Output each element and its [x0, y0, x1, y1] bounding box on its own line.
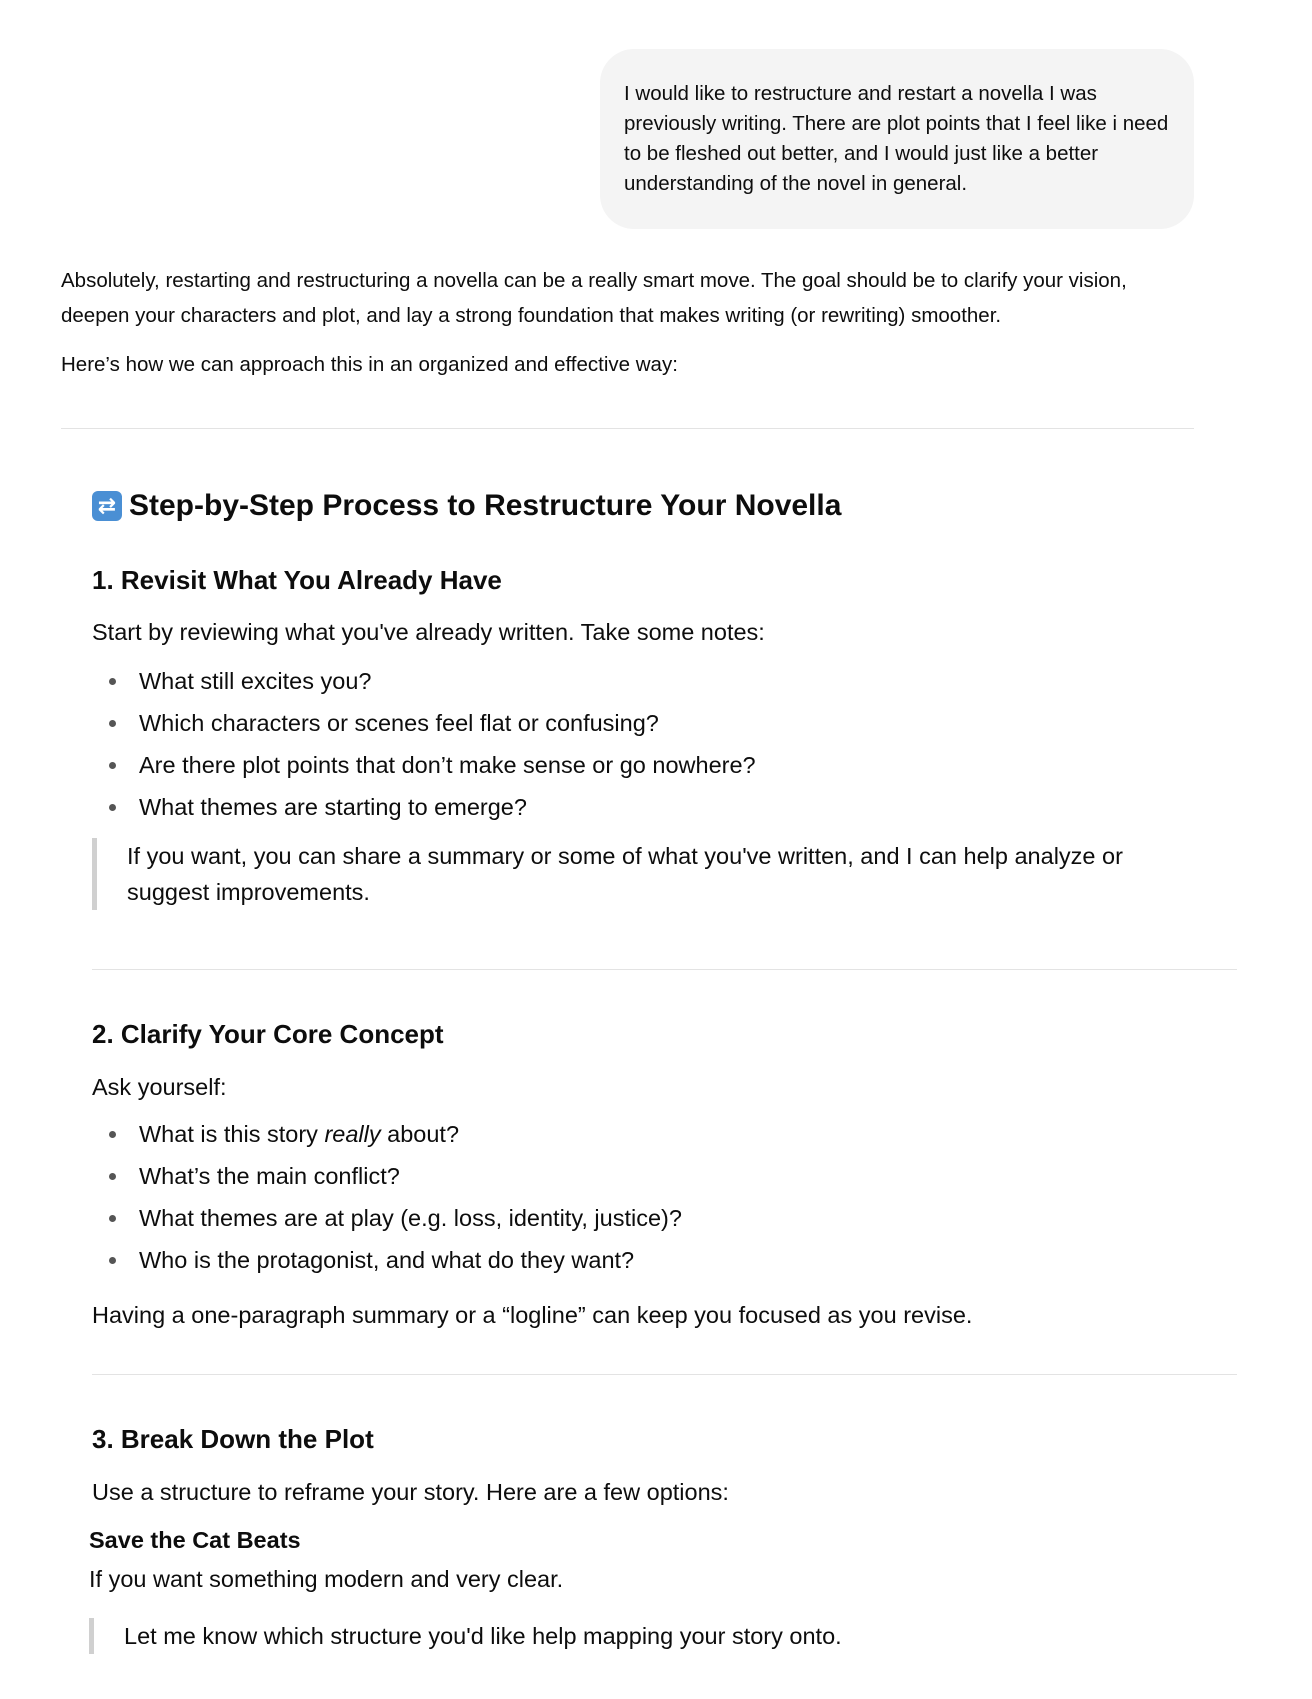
step2-heading: 2. Clarify Your Core Concept	[92, 1019, 444, 1049]
divider	[61, 428, 1194, 429]
step1-quote	[92, 838, 1197, 910]
emphasis-text: really	[324, 1121, 381, 1147]
list-item: What still excites you?	[92, 663, 756, 705]
list-item: What is this story really about?	[92, 1116, 682, 1158]
list-item: Which characters or scenes feel flat or confusing?	[92, 705, 756, 747]
step3-lead: Use a structure to reframe your story. Here are a few options:	[92, 1479, 729, 1505]
step1-heading: 1. Revisit What You Already Have	[92, 565, 502, 595]
step3-heading: 3. Break Down the Plot	[92, 1424, 374, 1454]
step3-quote-text: Let me know which structure you'd like help mapping your story onto.	[124, 1623, 842, 1649]
divider	[92, 969, 1237, 970]
step3-subhead: Save the Cat Beats	[89, 1527, 301, 1553]
response-title	[92, 486, 841, 526]
reply-approach: Here’s how we can approach this in an organized and effective way:	[61, 353, 678, 376]
step3-quote	[89, 1618, 1124, 1654]
repeat-arrows-icon: ⇄	[92, 491, 122, 521]
response-title-text: Step-by-Step Process to Restructure Your Novella	[129, 489, 842, 522]
list-item: What themes are at play (e.g. loss, identity, justice)?	[92, 1200, 682, 1242]
user-message-bubble	[600, 49, 1194, 229]
reply-intro: Absolutely, restarting and restructuring a novella can be a really smart move. The goal should be to clarify your vision, deepen your characters and plot, and lay a strong foundation that makes writing (or rewriting) smoother.	[61, 269, 1127, 327]
list-item: Who is the protagonist, and what do they want?	[92, 1242, 682, 1284]
step1-quote-text: If you want, you can share a summary or some of what you've written, and I can help analyze or suggest improvements.	[127, 843, 1123, 905]
list-item: What’s the main conflict?	[92, 1158, 682, 1200]
list-item: Are there plot points that don’t make sense or go nowhere?	[92, 747, 756, 789]
step2-bullet-list	[92, 1116, 682, 1284]
user-message-text: I would like to restructure and restart a novella I was previously writing. There are plot points that I feel like i need to be fleshed out better, and I would just like a better understanding of the novel in general.	[624, 82, 1169, 195]
step1-lead: Start by reviewing what you've already written. Take some notes:	[92, 619, 765, 645]
step2-lead: Ask yourself:	[92, 1074, 227, 1100]
list-item: What themes are starting to emerge?	[92, 789, 756, 831]
step1-bullet-list	[92, 663, 756, 831]
step2-closing: Having a one-paragraph summary or a “logline” can keep you focused as you revise.	[92, 1302, 973, 1328]
divider	[92, 1374, 1237, 1375]
step3-subtext: If you want something modern and very clear.	[89, 1566, 564, 1592]
